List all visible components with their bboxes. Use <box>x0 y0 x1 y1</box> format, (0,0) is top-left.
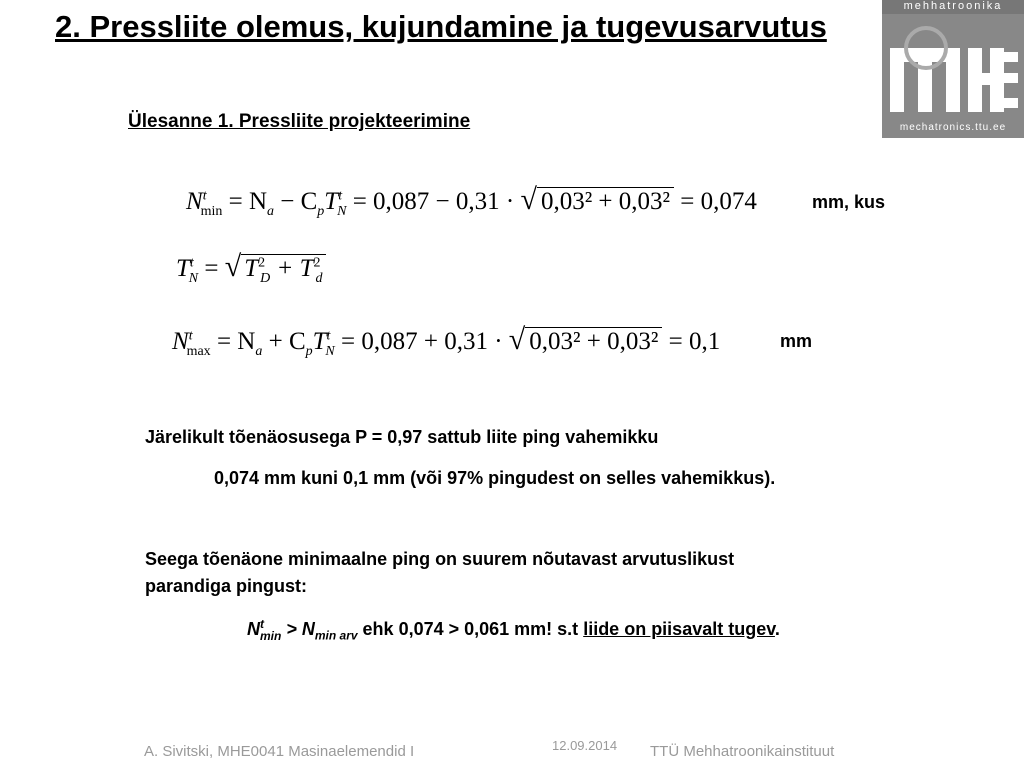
equation-n-min: $N^t_{min} = N_a - C_pT^t_N = 0,087 - 0,31$ · √ 0,03² + 0,03² = 0,074 <box>186 183 757 219</box>
page-title: 2. Pressliite olemus, kujundamine ja tugevusarvutus <box>55 9 827 44</box>
footer-author-course: A. Sivitski, MHE0041 Masinaelemendid I <box>144 743 415 760</box>
footer-institute: TTÜ Mehhatroonikainstituut <box>650 743 835 760</box>
logo-top-text: mehhatroonika <box>903 0 1003 12</box>
paragraph-1-line-2: 0,074 mm kuni 0,1 mm (või 97% pingudest on selles vahemikkus). <box>214 468 776 488</box>
footer-date: 12.09.2014 <box>552 738 618 753</box>
logo-bottom-text: mechatronics.ttu.ee <box>899 122 1007 133</box>
logo-mark-icon <box>882 0 1024 138</box>
conclusion-line: $N^t_{min} > N_{min arv}$ ehk 0,074 > 0,061 mm! s.t liide on piisavalt tugev. <box>247 617 780 643</box>
equation-3-unit: mm <box>780 331 813 351</box>
paragraph-2-line-2: parandiga pingust: <box>145 576 307 596</box>
mhe-logo <box>882 0 1024 138</box>
equation-1-unit: mm, kus <box>812 192 886 212</box>
conclusion-emphasis: liide on piisavalt tugev <box>583 619 775 639</box>
paragraph-2-line-1: Seega tõenäone minimaalne ping on suurem nõutavast arvutuslikust <box>145 549 735 569</box>
equation-t-n: $T^t_N$ = √ $T^2_D + T^2_d$ <box>176 250 326 287</box>
task-subtitle: Ülesanne 1. Pressliite projekteerimine <box>128 111 471 132</box>
paragraph-1-line-1: Järelikult tõenäosusega P = 0,97 sattub liite ping vahemikku <box>145 427 659 447</box>
equation-n-max: $N^t_{max} = N_a + C_pT^t_N = 0,087 + 0,31$ · √ 0,03² + 0,03² = 0,1 <box>172 323 721 359</box>
